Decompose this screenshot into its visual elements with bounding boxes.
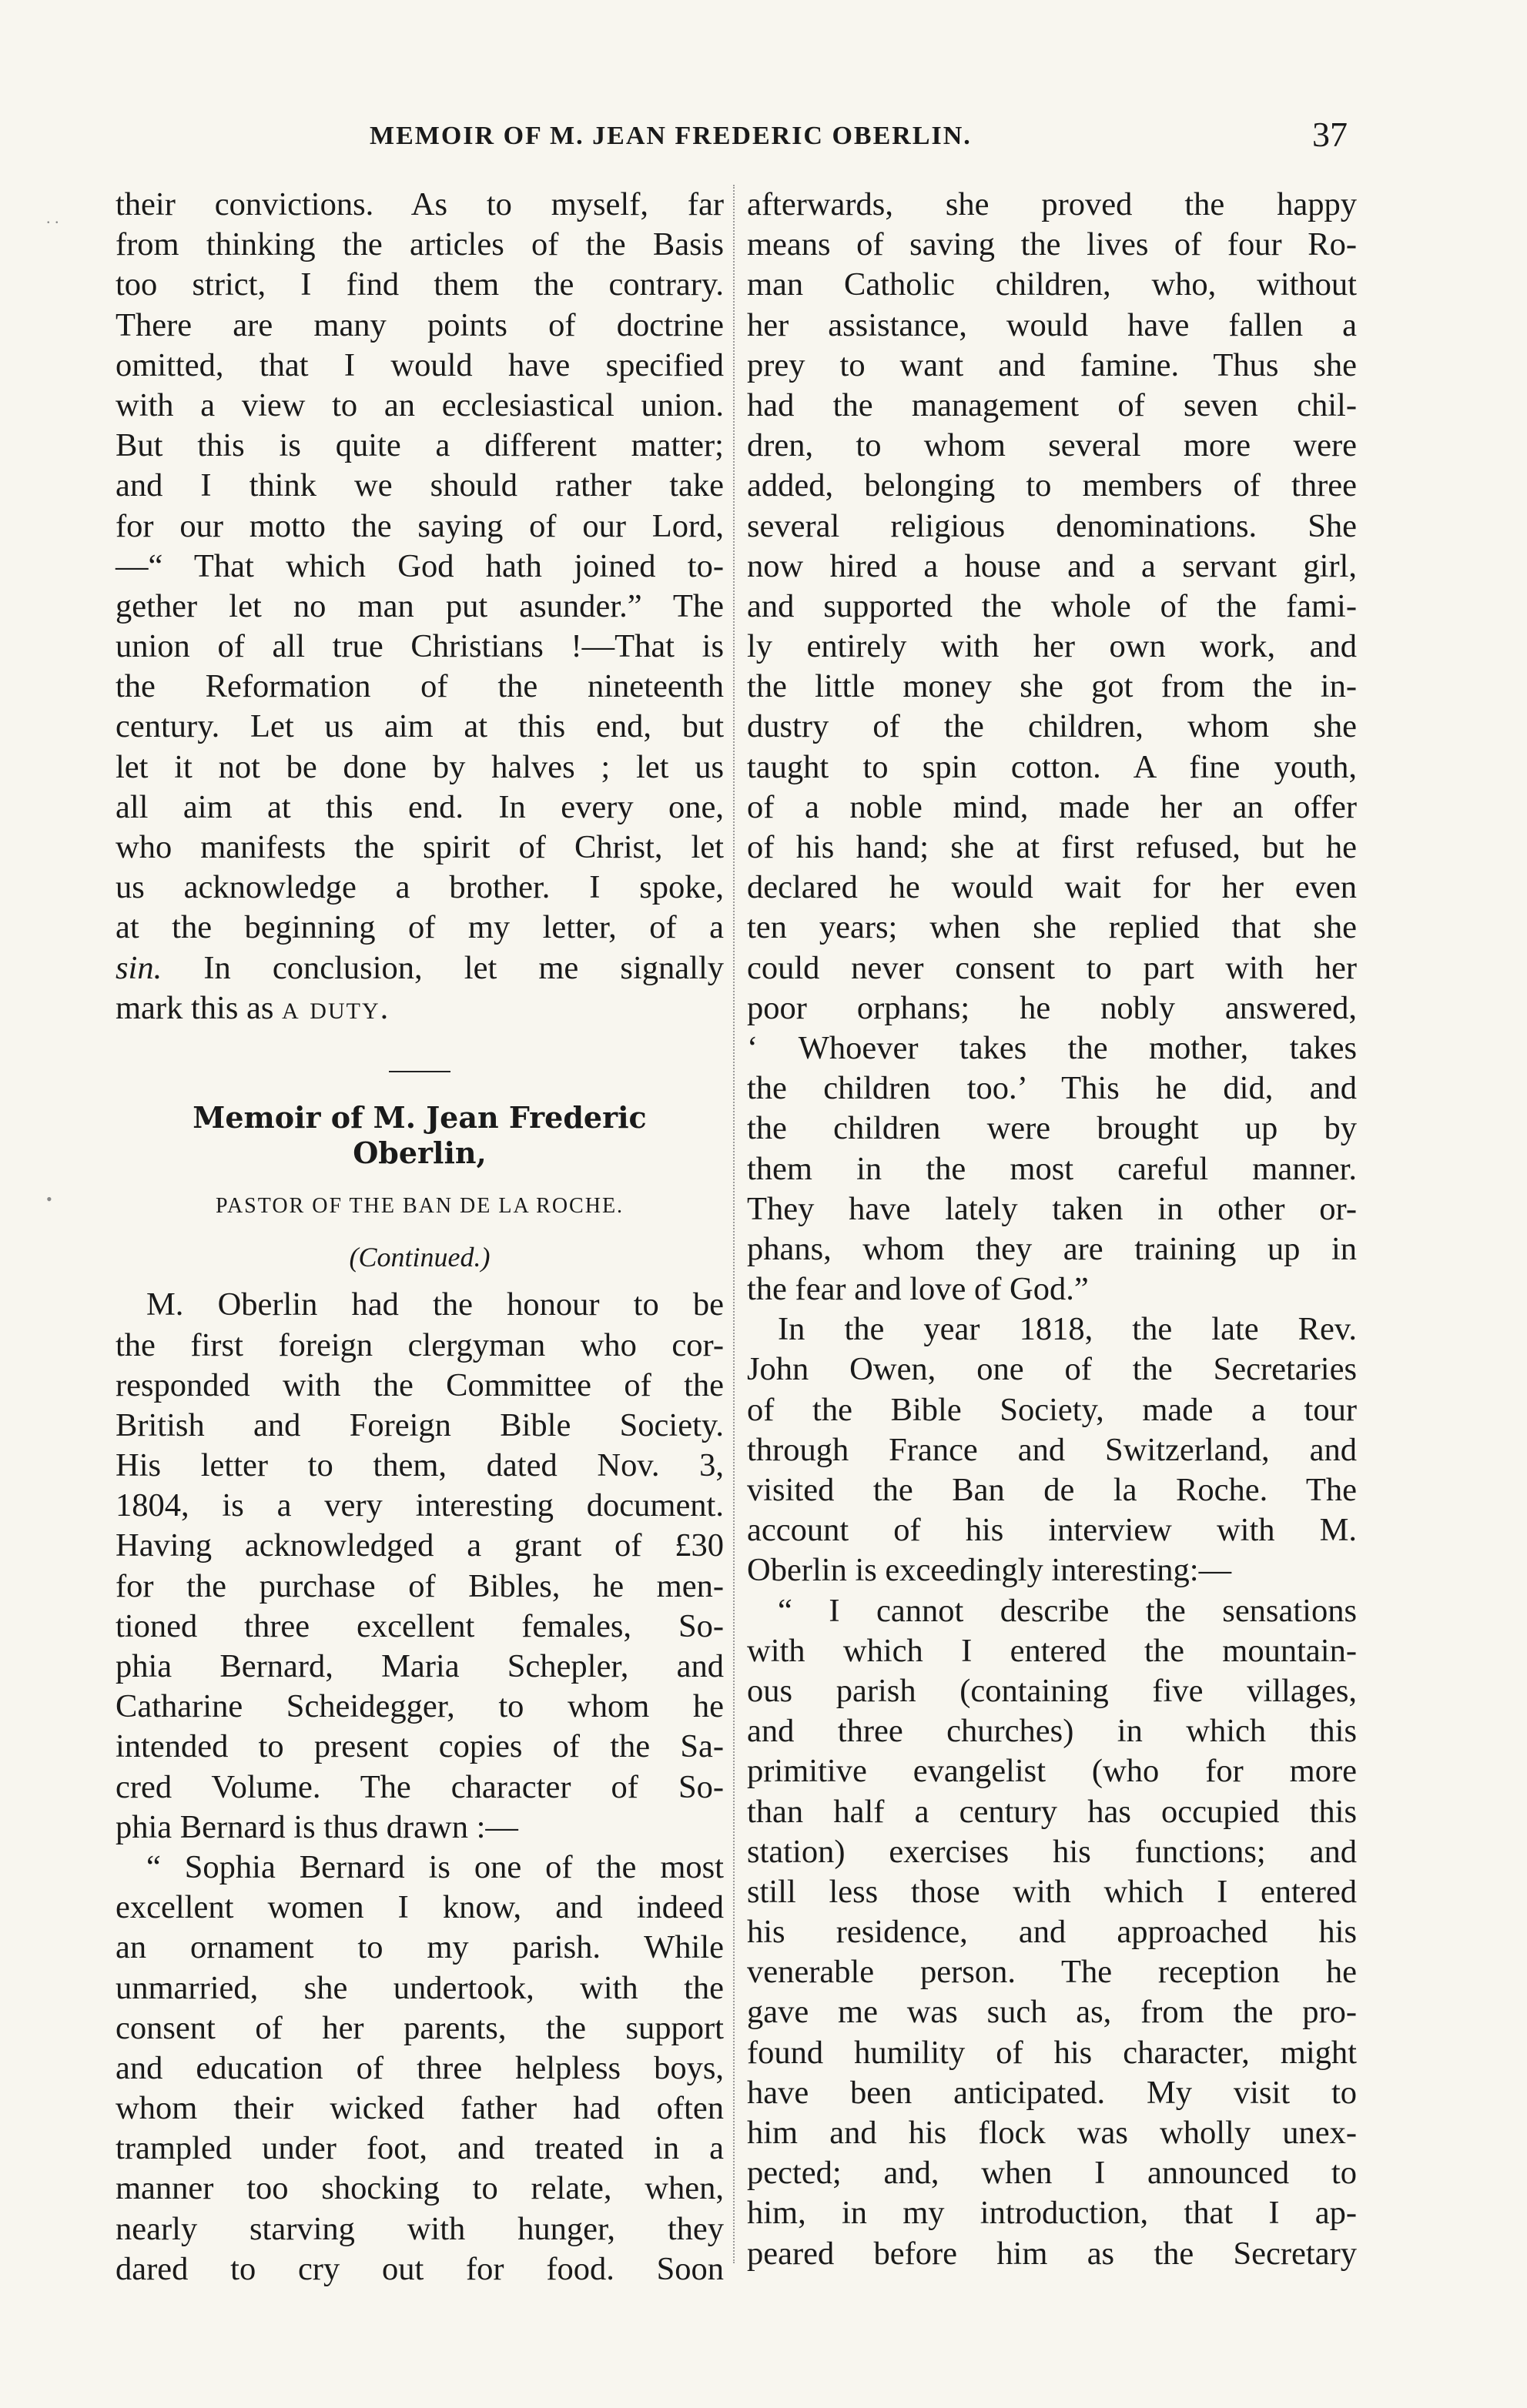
text-line: pected; and, when I announced to [747,2155,1357,2192]
text-line: with which I entered the mountain- [747,1632,1357,1669]
text-line: for our motto the saying of our Lord, [116,507,724,544]
text-line: the children too.’ This he did, and [747,1070,1357,1107]
text-line: from thinking the articles of the Basis [116,226,724,263]
text-line: ous parish (containing five villages, [747,1672,1357,1709]
margin-mark: • [46,1189,52,1209]
text-line: phia Bernard is thus drawn :— [116,1808,518,1845]
text-line: There are many points of doctrine [116,306,724,343]
memoir-continued: (Continued.) [349,1242,491,1273]
text-line: unmarried, she undertook, with the [116,1969,724,2006]
text-line: let it not be done by halves ; let us [116,748,724,785]
text-line: John Owen, one of the Secretaries [747,1351,1357,1388]
text-line: whom their wicked father had often [116,2090,724,2127]
memoir-title [116,1100,724,1171]
text-line: ‘ Whoever takes the mother, takes [747,1029,1357,1066]
text-line: have been anticipated. My visit to [747,2074,1357,2111]
text-line: “ Sophia Bernard is one of the most [146,1848,724,1885]
text-line: phia Bernard, Maria Schepler, and [116,1648,724,1685]
text-line: But this is quite a different matter; [116,427,724,464]
text-line: and I think we should rather take [116,467,724,504]
text-line: trampled under foot, and treated in a [116,2130,724,2167]
left-column [116,185,724,2289]
text-line: her assistance, would have fallen a [747,306,1357,343]
left-intro-paragraph [116,185,724,948]
margin-mark: . . [46,208,59,227]
text-line: ten years; when she replied that she [747,909,1357,946]
text-line: his residence, and approached his [747,1914,1357,1951]
text-line: taught to spin cotton. A fine youth, [747,748,1357,785]
text-line: Having acknowledged a grant of £30 [116,1527,724,1564]
duty-word: a duty. [282,989,390,1026]
text-line [116,948,724,988]
text-line: than half a century has occupied this [747,1793,1357,1830]
text-line: the first foreign clergyman who cor- [116,1326,724,1363]
text-line: 1804, is a very interesting document. [116,1487,724,1524]
text-line: responded with the Committee of the [116,1366,724,1403]
text-line: phans, whom they are training up in [747,1230,1357,1267]
text-line: gave me was such as, from the pro- [747,1994,1357,2031]
text-line: His letter to them, dated Nov. 3, [116,1447,724,1484]
text-line: manner too shocking to relate, when, [116,2170,724,2207]
text-line: through France and Switzerland, and [747,1431,1357,1468]
text-line: and three churches) in which this [747,1713,1357,1750]
text-line: gether let no man put asunder.” The [116,587,724,624]
text-line: tioned three excellent females, So- [116,1607,724,1644]
text-line: consent of her parents, the support [116,2009,724,2046]
text-line: now hired a house and a servant girl, [747,547,1357,584]
text-line: of the Bible Society, made a tour [747,1391,1357,1428]
duty-prefix: mark this as [116,989,283,1026]
text-line: union of all true Christians !—That is [116,628,724,665]
running-head: MEMOIR OF M. JEAN FREDERIC OBERLIN. [370,122,972,150]
text-line: intended to present copies of the Sa- [116,1728,724,1765]
memoir-title-line: Memoir of M. Jean Frederic [193,1099,647,1135]
section-separator [389,1071,450,1072]
sin-word: sin. [116,949,162,986]
text-line: “ I cannot describe the sensations [778,1592,1357,1629]
text-line: added, belonging to members of three [747,467,1357,504]
text-line: century. Let us aim at this end, but [116,708,724,745]
text-line: —“ That which God hath joined to- [116,547,724,584]
page-header [116,108,1348,162]
text-line: had the management of seven chil- [747,386,1357,423]
text-line: could never consent to part with her [747,949,1357,986]
text-line: at the beginning of my letter, of a [116,909,724,946]
text-line: cred Volume. The character of So- [116,1768,724,1805]
text-line: visited the Ban de la Roche. The [747,1472,1357,1508]
text-line: several religious denominations. She [747,507,1357,544]
text-line: found humility of his character, might [747,2034,1357,2071]
left-body-text [116,1285,724,2289]
text-line: omitted, that I would have specified [116,346,724,383]
text-line: Oberlin is exceedingly interesting:— [747,1552,1232,1589]
text-line: M. Oberlin had the honour to be [146,1286,724,1323]
text-line: dren, to whom several more were [747,427,1357,464]
text-line: afterwards, she proved the happy [747,186,1357,222]
text-line: of his hand; she at first refused, but he [747,829,1357,865]
text-line: them in the most careful manner. [747,1150,1357,1187]
text-line: and education of three helpless boys, [116,2049,724,2086]
text-line: and supported the whole of the fami- [747,587,1357,624]
memoir-title-line: Oberlin, [353,1135,487,1170]
text-line: account of his interview with M. [747,1512,1357,1549]
text-line: dustry of the children, whom she [747,708,1357,745]
text-line: the fear and love of God.” [747,1271,1089,1308]
text-line: their convictions. As to myself, far [116,186,724,222]
text-line: ly entirely with her own work, and [747,628,1357,665]
text-line: station) exercises his functions; and [747,1833,1357,1870]
right-body-text [747,185,1357,2274]
text-line: man Catholic children, who, without [747,266,1357,303]
text-line: In the year 1818, the late Rev. [778,1311,1357,1348]
text-line: us acknowledge a brother. I spoke, [116,869,724,906]
text-line: with a view to an ecclesiastical union. [116,386,724,423]
text-line: nearly starving with hunger, they [116,2210,724,2247]
text-line: British and Foreign Bible Society. [116,1406,724,1443]
text-line: venerable person. The reception he [747,1954,1357,1991]
text-line: declared he would wait for her even [747,869,1357,906]
text-line: all aim at this end. In every one, [116,788,724,825]
text-line: for the purchase of Bibles, he men- [116,1567,724,1604]
text-line: him, in my introduction, that I ap- [747,2195,1357,2232]
text-line: the Reformation of the nineteenth [116,668,724,705]
text-line: means of saving the lives of four Ro- [747,226,1357,263]
text-line: an ornament to my parish. While [116,1929,724,1966]
text-line: still less those with which I entered [747,1873,1357,1910]
text-line: the little money she got from the in- [747,668,1357,705]
text-line: of a noble mind, made her an offer [747,788,1357,825]
page-number: 37 [1312,115,1348,154]
right-column [747,185,1357,2274]
text-line: excellent women I know, and indeed [116,1889,724,1926]
column-divider [733,185,735,2263]
text-line [116,988,724,1028]
text-line: poor orphans; he nobly answered, [747,989,1357,1026]
text-line: who manifests the spirit of Christ, let [116,829,724,865]
memoir-subtitle: PASTOR OF THE BAN DE LA ROCHE. [215,1193,625,1218]
text-line: primitive evangelist (who for more [747,1753,1357,1790]
sin-rest: In conclusion, let me signally [162,949,724,986]
text-line: him and his flock was wholly unex- [747,2115,1357,2151]
text-line: too strict, I find them the contrary. [116,266,724,303]
text-line: Catharine Scheidegger, to whom he [116,1688,724,1725]
text-line: prey to want and famine. Thus she [747,346,1357,383]
text-line: peared before him as the Secretary [747,2235,1357,2272]
text-line: the children were brought up by [747,1110,1357,1147]
text-line: They have lately taken in other or- [747,1190,1357,1227]
text-line: dared to cry out for food. Soon [116,2250,724,2287]
